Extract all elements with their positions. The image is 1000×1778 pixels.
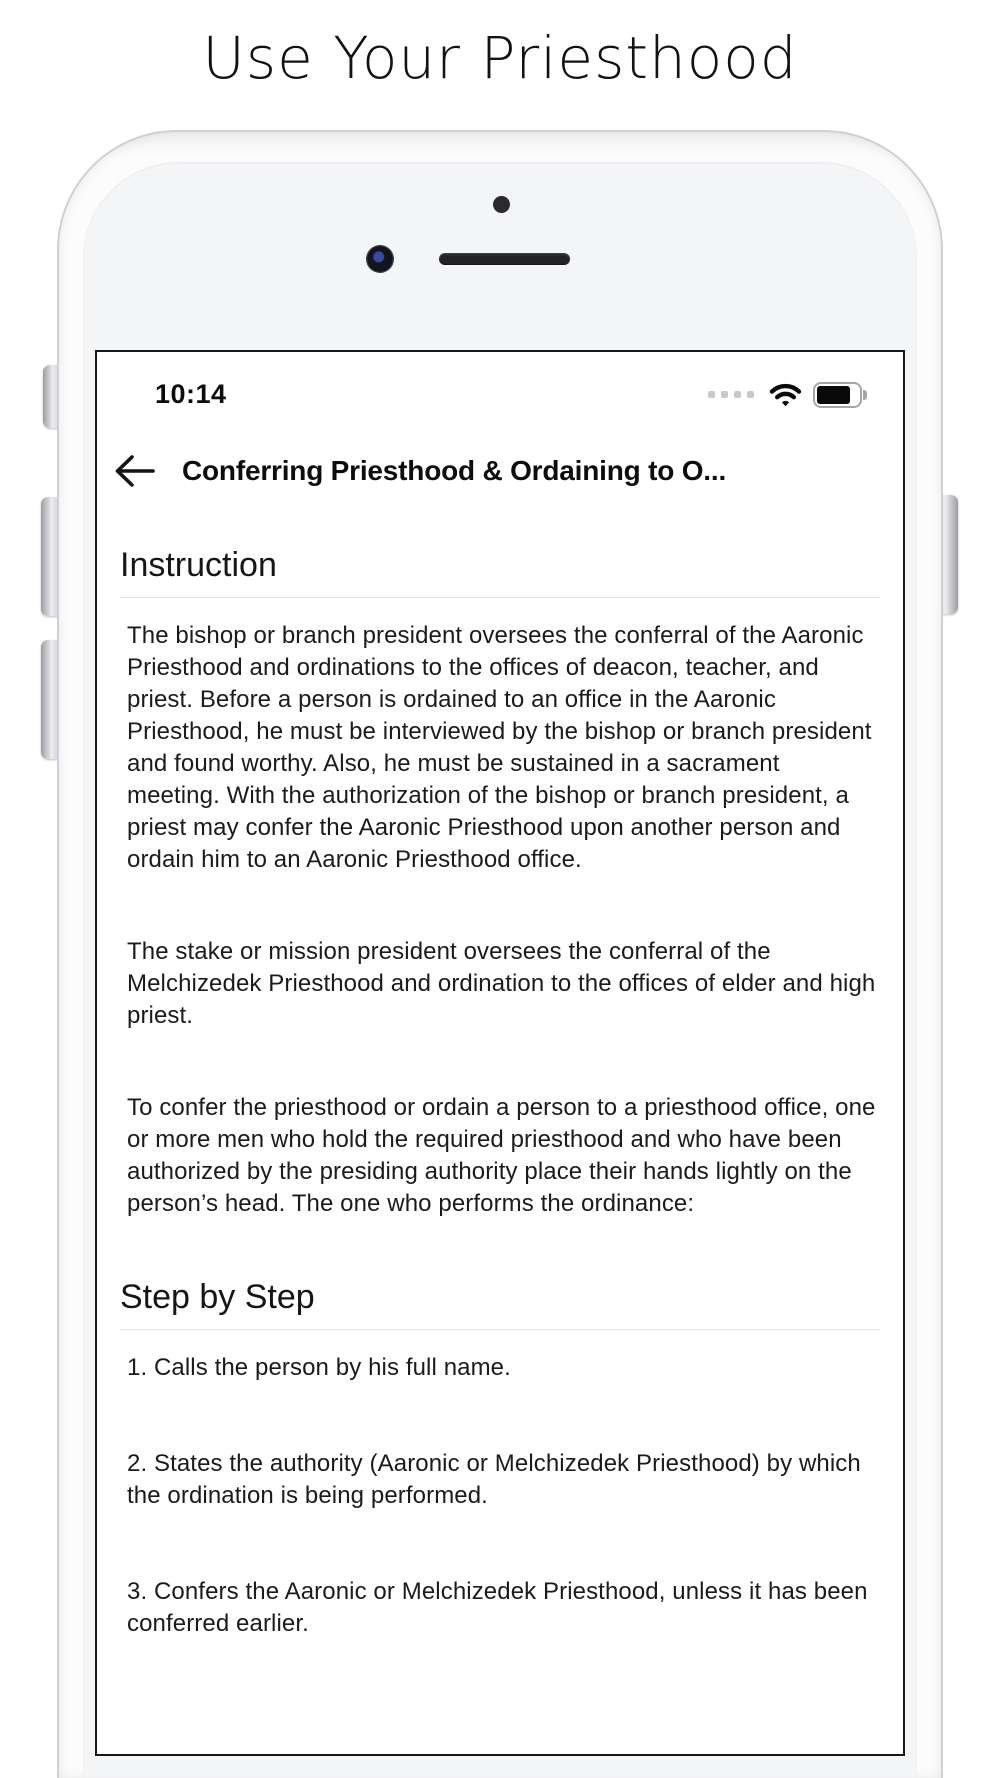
wifi-icon bbox=[769, 382, 802, 407]
page-title: Use Your Priesthood bbox=[202, 24, 798, 92]
instruction-paragraph: The bishop or branch president oversees the conferral of the Aaronic Priesthood and ordinations to the offices of deacon, teacher, and priest. Before a person is ordained to an office in the Aaronic Priesthood, he must be interviewed by the bishop or branch president and found worthy. Also, he must be sustained in a sacrament meeting. With the authorization of the bishop or branch president, a priest may confer the Aaronic Priesthood upon another person and ordain him to an Aaronic Priesthood office. bbox=[127, 622, 872, 873]
app-screen[interactable] bbox=[95, 350, 905, 1756]
navigation-bar bbox=[113, 454, 869, 488]
proximity-sensor bbox=[493, 196, 510, 213]
status-bar bbox=[155, 379, 867, 410]
iphone-mockup bbox=[57, 130, 943, 1778]
status-icons bbox=[708, 382, 867, 408]
step-item: 1. Calls the person by his full name. bbox=[127, 1354, 511, 1381]
battery-level bbox=[817, 386, 850, 404]
steps-heading: Step by Step bbox=[120, 1278, 315, 1316]
screen-title: Conferring Priesthood & Ordaining to O... bbox=[182, 455, 727, 486]
cellular-signal-icon bbox=[708, 391, 754, 398]
section-divider bbox=[120, 1329, 880, 1330]
instruction-heading: Instruction bbox=[120, 546, 277, 584]
step-item: 2. States the authority (Aaronic or Melchizedek Priesthood) by which the ordination is being performed. bbox=[127, 1450, 861, 1509]
earpiece-speaker bbox=[439, 253, 570, 265]
status-time: 10:14 bbox=[155, 379, 227, 409]
section-divider bbox=[120, 597, 880, 598]
back-arrow-icon[interactable] bbox=[113, 454, 155, 488]
front-camera bbox=[367, 246, 393, 272]
instruction-paragraph: To confer the priesthood or ordain a person to a priesthood office, one or more men who hold the required priesthood and who have been authorized by the presiding authority place their hands lightly on the person’s head. The one who performs the ordinance: bbox=[127, 1094, 876, 1217]
instruction-paragraph: The stake or mission president oversees the conferral of the Melchizedek Priesthood and ordination to the offices of elder and high priest. bbox=[127, 938, 876, 1029]
step-item: 3. Confers the Aaronic or Melchizedek Priesthood, unless it has been conferred earlier. bbox=[127, 1578, 868, 1637]
battery-icon bbox=[813, 382, 867, 408]
scroll-content[interactable] bbox=[120, 545, 880, 1640]
